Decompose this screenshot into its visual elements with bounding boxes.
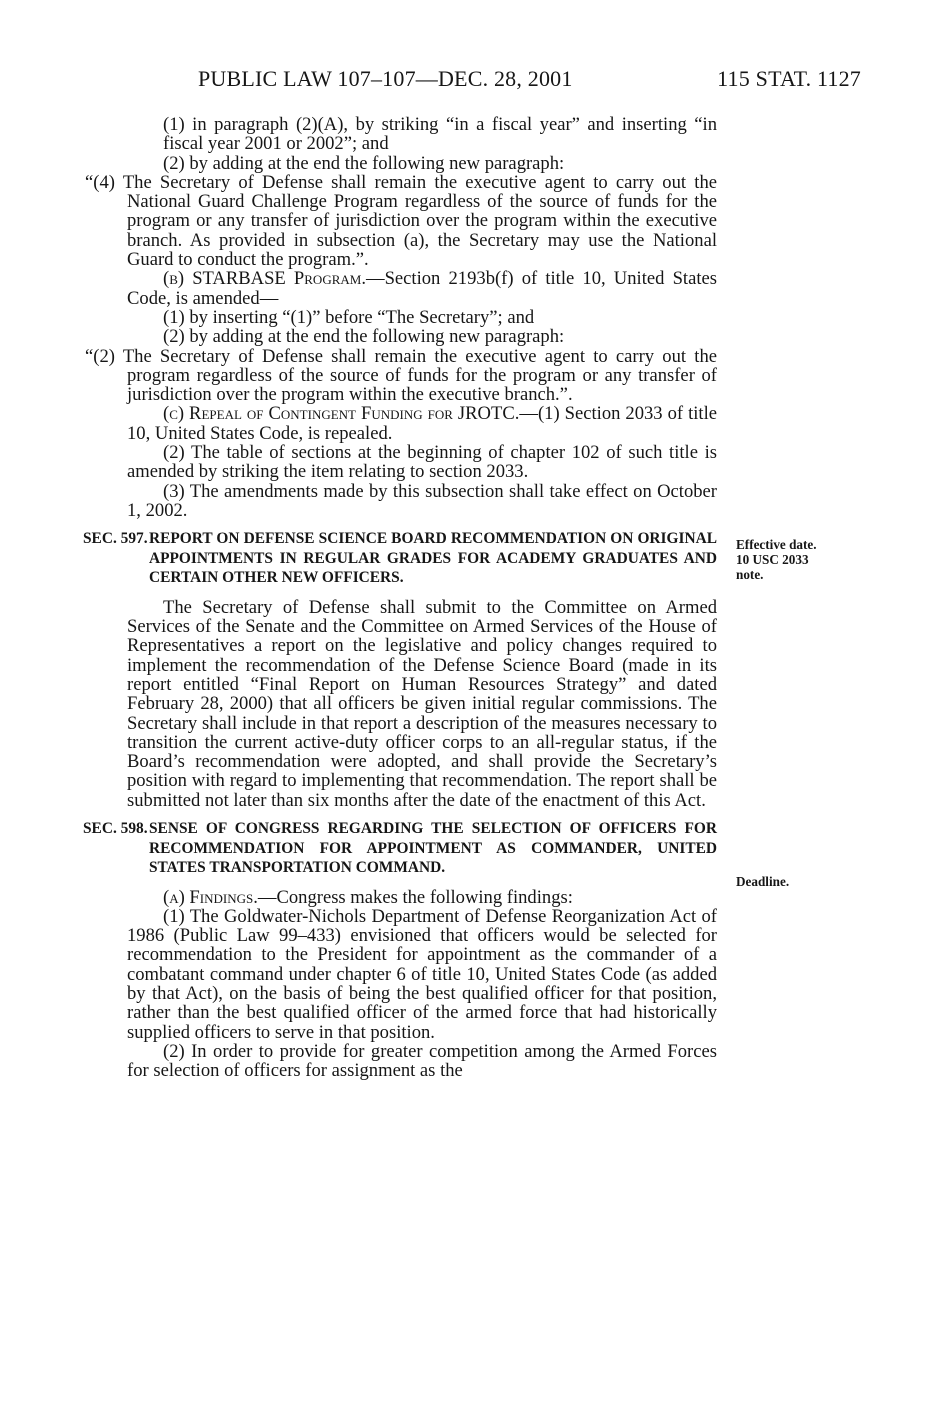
subsection-c: (c) Repeal of Contingent Funding for JROTC.—(1) Section 2033 of title 10, United States Code, is repealed. <box>127 403 718 444</box>
margin-note-line: note. <box>736 567 764 582</box>
margin-note-line: 10 USC 2033 <box>736 552 809 567</box>
section-number: SEC. 597. <box>83 530 148 548</box>
margin-note-line: Effective date. <box>736 537 817 552</box>
quoted-paragraph: “(2) The Secretary of Defense shall remain the executive agent to carry out the program regardless of the source of funds for the program or any transfer of jurisdiction over the program within the executive branch.”. <box>85 345 717 406</box>
subsection-heading: (a) Findings. <box>163 886 258 908</box>
margin-note-deadline <box>736 874 846 889</box>
paragraph: (2) by adding at the end the following new paragraph: <box>163 326 565 348</box>
paragraph: (2) The table of sections at the beginning of chapter 102 of such title is amended by striking the item relating to section 2033. <box>127 442 717 483</box>
header-stat-page: 115 STAT. 1127 <box>717 66 861 91</box>
subsection-heading: (b) STARBASE Program. <box>163 268 366 290</box>
margin-note-effective-date <box>736 537 846 582</box>
section-title: REPORT ON DEFENSE SCIENCE BOARD RECOMMENDATION ON ORIGINAL APPOINTMENTS IN REGULAR GRADES FOR ACADEMY GRADUATES AND CERTAIN OTHER NEW OFFICERS. <box>149 530 717 587</box>
page-body <box>83 114 718 1082</box>
subsection-b: (b) STARBASE Program.—Section 2193b(f) of title 10, United States Code, is amended— <box>127 268 717 309</box>
paragraph: (1) in paragraph (2)(A), by striking “in a fiscal year” and inserting “in fiscal year 2001 or 2002”; and <box>163 114 717 155</box>
subsection-heading: (c) Repeal of Contingent Funding for JROTC. <box>163 403 520 425</box>
header-citation: PUBLIC LAW 107–107—DEC. 28, 2001 <box>198 66 573 91</box>
paragraph: (2) by adding at the end the following new paragraph: <box>163 152 565 174</box>
subsection-a: (a) Findings.—Congress makes the following findings: <box>163 886 573 908</box>
section-heading-597 <box>83 529 717 588</box>
paragraph: (2) In order to provide for greater competition among the Armed Forces for selection of officers for assignment as the <box>127 1040 717 1082</box>
running-header <box>198 66 861 96</box>
paragraph-effective-date: (3) The amendments made by this subsection shall take effect on October 1, 2002. <box>127 480 717 521</box>
section-number: SEC. 598. <box>83 820 148 837</box>
quoted-paragraph: “(4) The Secretary of Defense shall remain the executive agent to carry out the National Guard Challenge Program regardless of the source of funds for the program or any transfer of jurisdiction over the program within the executive branch. As provided in subsection (a), the Secretary may use the National Guard to conduct the program.”. <box>85 171 717 271</box>
paragraph: (1) by inserting “(1)” before “The Secretary”; and <box>163 306 535 328</box>
margin-note-line: Deadline. <box>736 874 790 889</box>
paragraph: (1) The Goldwater-Nichols Department of Defense Reorganization Act of 1986 (Public Law 99–433) envisioned that officers would be selected for recommendation to the President for appointment as the commander of a combatant command under chapter 6 of title 10, United States Code (as added by that Act), on the basis of being the best qualified officer for that position, rather than the best qualified officer of the armed force that had historically supplied officers to serve in that position. <box>127 905 717 1043</box>
section-title: SENSE OF CONGRESS REGARDING THE SELECTION OF OFFICERS FOR RECOMMENDATION FOR APPOINTMENT AS COMMANDER, UNITED STATES TRANSPORTATION COMMAND. <box>149 820 717 876</box>
paragraph-deadline: The Secretary of Defense shall submit to the Committee on Armed Services of the Senate and the Committee on Armed Services of the House of Representatives a report on the legislative and policy changes required to implement the recommendation of the Defense Science Board (made in its report entitled “Final Report on Human Resources Strategy” and dated February 28, 2000) that all officers be given initial regular commissions. The Secretary shall include in that report a description of the measures necessary to transition the current active-duty officer corps to an all-regular status, if the Board’s recommendation were adopted, and shall provide the Secretary’s position with regard to implementing that recommendation. The report shall be submitted not later than six months after the date of the enactment of this Act. <box>127 596 717 811</box>
section-heading-598 <box>83 819 717 878</box>
